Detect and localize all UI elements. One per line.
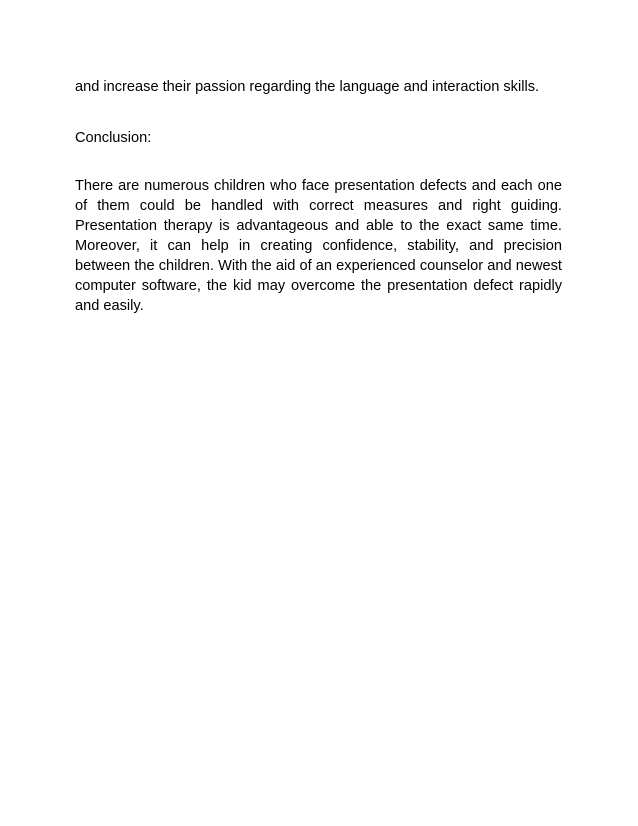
conclusion-paragraph: There are numerous children who face presentation defects and each one of them could be handled with correct measures and right guiding. Presentation therapy is advantageous and able to the exact same time. Moreover, it can help in creating confidence, stability, and precision between the children. With the aid of an experienced counselor and newest computer software, the kid may overcome the presentation defect rapidly and easily. xyxy=(75,178,562,314)
conclusion-heading: Conclusion: xyxy=(75,130,152,146)
continuation-line: and increase their passion regarding the language and interaction skills. xyxy=(75,79,540,95)
